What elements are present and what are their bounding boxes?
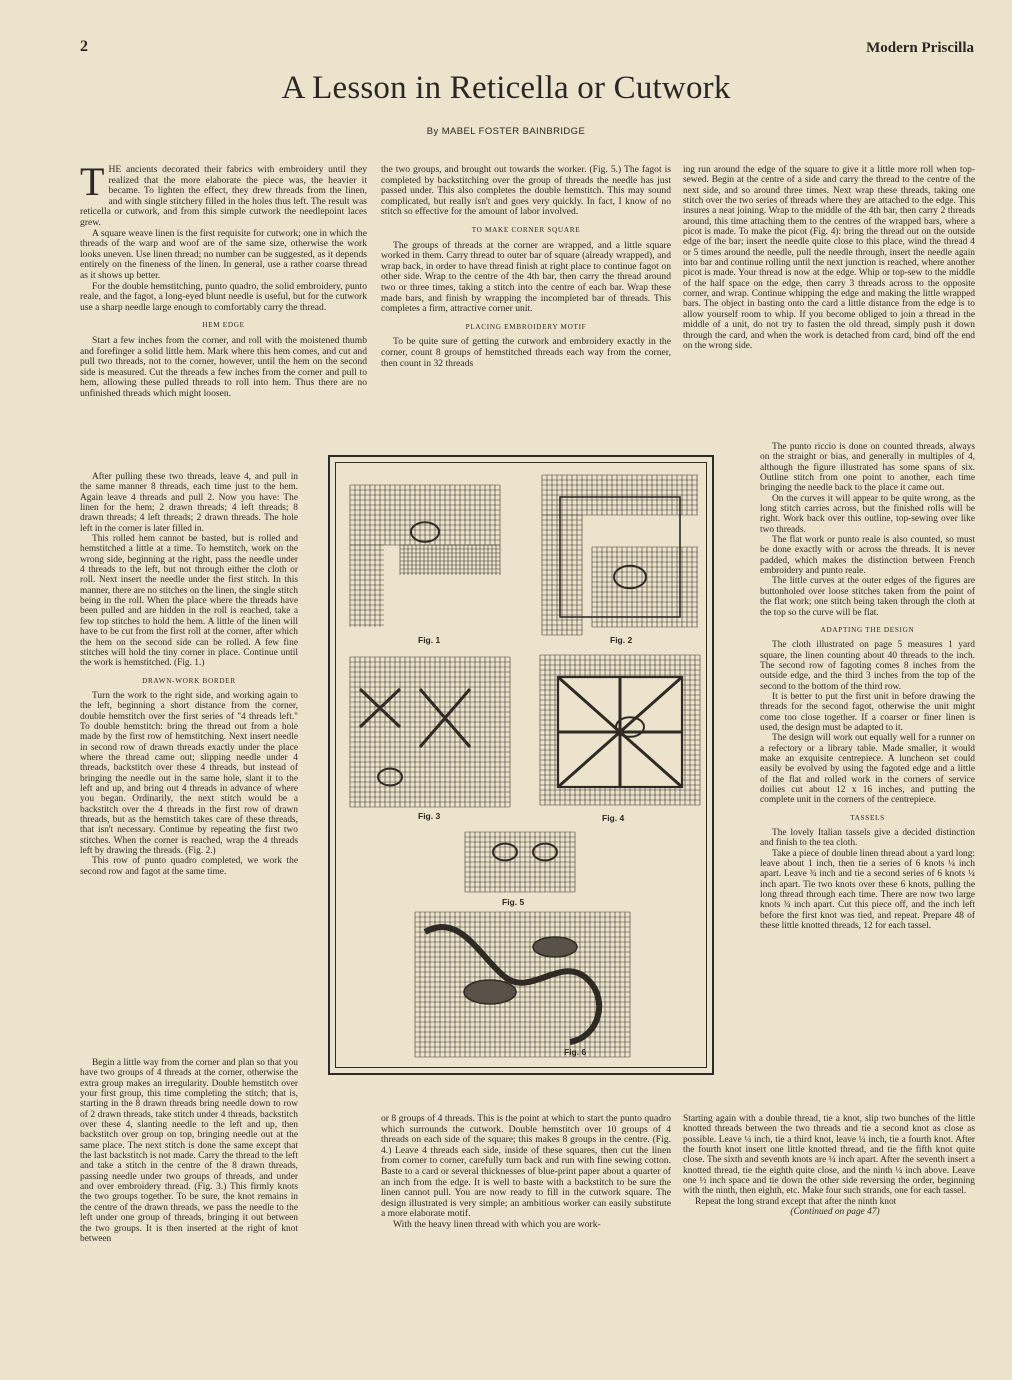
paragraph: Repeat the long strand except that after the ninth knot <box>695 1196 897 1207</box>
article-title: A Lesson in Reticella or Cutwork <box>281 70 731 106</box>
fig-1-caption: Fig. 1 <box>418 635 441 645</box>
paragraph: ing run around the edge of the square to give it a little more roll when top-sewed. Begin at the centre of a side and carry the thread to the centre of the next side, and so around three times. Next wrap these threads, taking one stitch over the two series of threads where they are attached to the edge. This insures a neat joining. Wrap to the middle of the 4th bar, then carry 2 threads around, this time attaching them to the centres of the wrapped bars, where a picot is made. To make the picot (Fig. 4): bring the thread out on the outside edge of the bar; insert the needle quite close to this place, wind the thread 4 or 5 times around the needle, pull the needle through, insert the needle again into bar and continue rolling until the next junction is reached, where another picot is made. Your thread is now at the edge. Whip or top-sew to the middle of the half space on the edge, then carry 3 threads across to the opposite corner, and wrap. Continue whipping the edge and making the little wrapped bars. The object in basting onto the card a little distance from the edge is to allow yourself room to whip. If you become obliged to join a thread in the middle of a unit, do not try to fasten the old thread, simply push it down through the card, and when the work is detached from card, bind off the end on the wrong side. <box>683 165 975 351</box>
paragraph: The punto riccio is done on counted threads, always on the straight or bias, and generally in multiples of 4, although the figure illustrated has some spans of six. Outline stitch from one point to another, each time bringing the needle back to the place it came out. <box>760 442 975 494</box>
paragraph: The cloth illustrated on page 5 measures 1 yard square, the linen counting about 40 threads to the inch. The second row of fagoting comes 8 inches from the outside edge, and the third 3 inches from the top of the second to the bottom of the third row. <box>760 640 975 692</box>
column-1-bottom <box>80 1058 298 1268</box>
fig-6-punto-reale-leaf <box>533 937 577 957</box>
paragraph: The lovely Italian tassels give a decided distinction and finish to the tea cloth. <box>760 828 975 849</box>
column-3-bottom <box>683 1114 975 1217</box>
fig-1-side-grid <box>350 545 384 627</box>
paragraph: This row of punto quadro completed, we work the second row and fagot at the same time. <box>80 856 298 877</box>
fig-6-caption: Fig. 6 <box>564 1047 587 1057</box>
paragraph: The groups of threads at the corner are wrapped, and a little square worked in them. Carry thread to outer bar of square (already wrapped), and wrap back, in order to have thread finish at right place to continue fagot on other side. Wrap to the centre of the 4th bar, then carry the thread around two or three times, taking a stitch into the centre of each bar. Wrap these made bars, and finish by wrapping the incompleted bar of threads. This completes a firm, attractive corner unit. <box>381 239 671 315</box>
section-heading-adapting-design: ADAPTING THE DESIGN <box>820 625 915 634</box>
paragraph: This rolled hem cannot be basted, but is rolled and hemstitched a little at a time. To hemstitch, work on the wrong side, beginning at the right, pass the needle under 4 threads to the left, but not through either the cloth or roll. Next insert the needle under the first stitch. In this manner, there are no stitches on the linen, the single stitch being in the roll. When the place where the threads have been pulled and are hidden in the roll is reached, take a few top stitches to hold the hem. A little of the linen will have to be cut from the first roll at the corner, after which the hem on the second side can be rolled. A few fine stitches will hold the tiny corner in place. Continue until the work is hemstitched. (Fig. 1.) <box>80 534 298 669</box>
section-heading-tassels: TASSELS <box>850 813 885 822</box>
byline: By MABEL FOSTER BAINBRIDGE <box>426 126 586 137</box>
fig-4-caption: Fig. 4 <box>602 813 625 823</box>
fig-3-linen-grid <box>350 657 510 807</box>
fig-6-punto-reale-leaf <box>464 980 516 1004</box>
paragraph: Starting again with a double thread, tie a knot, slip two bunches of the little knotted threads between the two threads and tie a second knot as close as possible. Leave ¼ inch, tie a third knot, leave ¼ inch, tie a fourth knot. After the fourth knot insert one little knotted thread, and tie the fifth knot quite close. The sixth and seventh knots are ¼ inch apart. After the seventh insert a knotted thread, tie the eighth quite close, and the ninth ¼ inch above. Leave one ½ inch space and tie down the other side reversing the order, beginning with the ninth, then eighth, etc. Make four such strands, one for each tassel. <box>683 1114 975 1197</box>
fig-5-caption: Fig. 5 <box>502 897 525 907</box>
fig-3-caption: Fig. 3 <box>418 811 441 821</box>
intro-paragraph: THE ancients decorated their fabrics with embroidery until they realized that the more elaborate the piece was, the heavier it became. To lighten the effect, they drew threads from the linen, and with single stitchery filled in the holes thus left. The result was reticella or cutwork, and from this simple cutwork the needlepoint laces grew. <box>80 159 367 228</box>
fig-2-caption: Fig. 2 <box>610 635 633 645</box>
magazine-name: Modern Priscilla <box>866 40 974 56</box>
paragraph: Start a few inches from the corner, and roll with the moistened thumb and forefinger a solid little hem. Mark where this hem comes, and cut and pull two threads, not to the corner, however, until the hem on the second side is measured. Cut the threads a few inches from the corner and pull to hem, allowing these pulled threads to roll into hem. Thus there are no unfinished threads which might loosen. <box>80 334 367 399</box>
paragraph: On the curves it will appear to be quite wrong, as the long stitch carries across, but the finished rolls will be right. Work back over this outline, top-sewing over like two threads. <box>760 493 975 535</box>
paragraph: After pulling these two threads, leave 4, and pull in the same manner 8 threads, each time just to the hem. Again leave 4 threads and pull 2. Now you have: The linen for the hem; 2 drawn threads; 4 left threads; 8 drawn threads; 4 left threads; 2 drawn threads. The hole left in the corner is later filled in. <box>80 472 298 534</box>
paragraph: Begin a little way from the corner and plan so that you have two groups of 4 threads at the corner, otherwise the extra group makes an irregularity. Double hemstitch over your first group, this time completing the stitch; that is, starting in the 8 drawn threads bring needle down to row of 2 drawn threads, take stitch under 4 threads, backstitch over these 4, slanting needle to the left and up, then backstitch over group on top, bringing needle out at the same place. The next stitch is done the same except that the last backstitch is not made. Carry the thread to the left and take a stitch in the centre of the 8 drawn threads, passing needle under two groups of threads, and under and over embroidery thread. (Fig. 3.) This firmly knots the two groups together. To be sure, the knot remains in the centre of the drawn threads, we pass the needle to the left under one group of threads, bringing it out between the two groups. It is then inserted at the right of knot between <box>80 1058 298 1244</box>
paragraph: The design will work out equally well for a runner on a refectory or a library table. Made smaller, it would make an exquisite centrepiece. A luncheon set could easily be evolved by using the fagoted edge and a little of the flat and rolled work in the corners of service doilies cut about 12 x 16 inches, and putting the complete unit in the corners of the centrepiece. <box>760 733 975 806</box>
column-2-bottom <box>381 1114 671 1231</box>
column-1-narrow <box>80 472 298 877</box>
paragraph: A square weave linen is the first requisite for cutwork; one in which the threads of the warp and woof are of the same size, otherwise the work looks uneven. Use linen thread; no number can be suggested, as it depends entirely on the fineness of the linen. In general, use a rather coarse thread as it shows up better. <box>80 227 367 281</box>
paragraph: For the double hemstitching, punto quadro, the solid embroidery, punto reale, and the fagot, a long-eyed blunt needle is useful, but for the cutwork use a sharp needle large enough to comfortably carry the thread. <box>80 280 367 313</box>
fig-5-linen-grid <box>465 832 575 892</box>
column-2 <box>381 165 671 369</box>
drop-cap: T <box>80 159 105 204</box>
section-heading-corner-square: TO MAKE CORNER SQUARE <box>471 225 581 234</box>
section-heading-drawn-work-border: DRAWN-WORK BORDER <box>142 676 236 685</box>
paragraph: or 8 groups of 4 threads. This is the point at which to start the punto quadro which surrounds the cutwork. Double hemstitch over 10 groups of 4 threads on each side of the square; this makes 8 groups in the centre. (Fig. 4.) Leave 4 threads each side, inside of these squares, then cut the linen from corner to corner, carefully turn back and run with fine sewing cotton. Baste to a card or several thicknesses of blue-print paper about a quarter of an inch from the edge. It is well to baste with a backstitch to be sure the linen cannot pull. You are now ready to fill in the cutwork square. The design illustrated is very simple; an ambitious worker can easily substitute a more elaborate motif. <box>381 1113 671 1220</box>
column-3 <box>683 165 975 351</box>
fig-2-top-grid <box>542 475 698 515</box>
column-3-narrow <box>760 442 975 931</box>
paragraph: Turn the work to the right side, and working again to the left, beginning a short distance from the corner, double hemstitch over the first series of "4 threads left." To double hemstitch: bring the thread out from a hole made by the first row of hemstitching. Next insert needle in second row of drawn threads exactly under the place where the thread came out; slipping needle under 4 threads, backstitch over these 4 threads, but instead of bringing the needle out in the same hole, slant it to the left and up, and bring out 4 threads in advance of where you began. Ordinarily, the next stitch would be a backstitch over the 4 threads in the first row of drawn threads, but as the hemstitch takes care of these threads, that isn't necessary. Continue by repeating the first two stitches. When the corner is reached, wrap the 4 threads left by drawing the threads. (Fig. 2.) <box>80 690 298 857</box>
fig-1-linen-grid <box>350 485 500 545</box>
section-heading-hem-edge: HEM EDGE <box>202 321 245 330</box>
fig-1-drawn-threads <box>400 545 500 575</box>
section-heading-placing-motif: PLACING EMBROIDERY MOTIF <box>465 322 587 331</box>
cutwork-illustrations <box>330 457 712 1073</box>
paragraph: the two groups, and brought out towards the worker. (Fig. 5.) The fagot is completed by backstitching over the group of threads the needle has just passed under. This also completes the double hemstitch. This may sound complicated, but really isn't and goes very quickly. In fact, I know of no stitch so effective for the amount of labor involved. <box>381 164 671 218</box>
paragraph: It is better to put the first unit in before drawing the threads for the second fagot, otherwise the unit might come too close together. If a coarser or finer linen is used, the design must be adapted to it. <box>760 691 975 733</box>
page-number: 2 <box>80 38 88 55</box>
paragraph: The flat work or punto reale is also counted, so must be done exactly with or across the threads. It is never padded, which makes the distinction between French embroidery and punto reale. <box>760 535 975 577</box>
fig-2-inner-grid <box>592 547 698 627</box>
continued-note: (Continued on page 47) <box>790 1207 880 1218</box>
paragraph: The little curves at the outer edges of the figures are buttonholed over loose stitches taken from the point of the flat work; one stitch being taken through the cloth at the top so the curve will be flat. <box>760 576 975 618</box>
paragraph: To be quite sure of getting the cutwork and embroidery exactly in the corner, count 8 groups of hemstitched threads each way from the corner, then count in 32 threads <box>381 336 671 369</box>
column-1 <box>80 159 367 399</box>
fig-4-wrapped-bars <box>558 677 682 787</box>
paragraph: Take a piece of double linen thread about a yard long: leave about 1 inch, then tie a series of 6 knots ¼ inch apart. Leave ¾ inch and tie a second series of 6 knots ¼ inch apart. Tie two knots over these 6 knots, pulling the long thread through each time. There are now two large knots ¾ inch apart. Cut this piece off, and the inch left before the first knot was tied, and repeat. Prepare 48 of these little knotted threads, 12 for each tassel. <box>760 848 975 932</box>
paragraph: With the heavy linen thread with which you are work- <box>393 1218 601 1230</box>
figure-plate <box>328 455 714 1075</box>
